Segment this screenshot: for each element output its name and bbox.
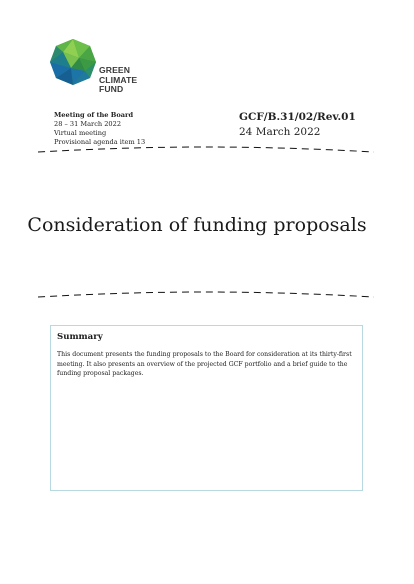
meeting-dates: 28 – 31 March 2022 <box>54 120 122 128</box>
logo-wordmark <box>99 66 137 95</box>
bottom-divider <box>36 290 376 298</box>
meeting-info <box>54 111 145 147</box>
logo-line-1: GREEN <box>99 65 131 75</box>
logo-line-2: CLIMATE <box>99 74 138 85</box>
meeting-name: Meeting of the Board <box>54 111 134 119</box>
top-divider <box>36 146 376 154</box>
logo-line-3: FUND <box>99 84 124 94</box>
document-title-text: Consideration of funding proposals <box>27 214 367 236</box>
globe-icon <box>49 38 97 86</box>
document-title <box>0 214 414 236</box>
summary-box <box>50 325 363 491</box>
summary-heading: Summary <box>57 332 103 342</box>
document-info <box>239 110 356 140</box>
summary-text: This document presents the funding proposals to the Board for consideration at its thirty-first meeting. It also presents an overview of the projected GCF portfolio and a brief guide to the funding proposal packages. <box>57 351 352 378</box>
agenda-item: Provisional agenda item 13 <box>54 138 146 146</box>
document-number: GCF/B.31/02/Rev.01 <box>239 111 356 123</box>
document-date: 24 March 2022 <box>239 126 321 138</box>
meeting-venue: Virtual meeting <box>54 129 107 137</box>
